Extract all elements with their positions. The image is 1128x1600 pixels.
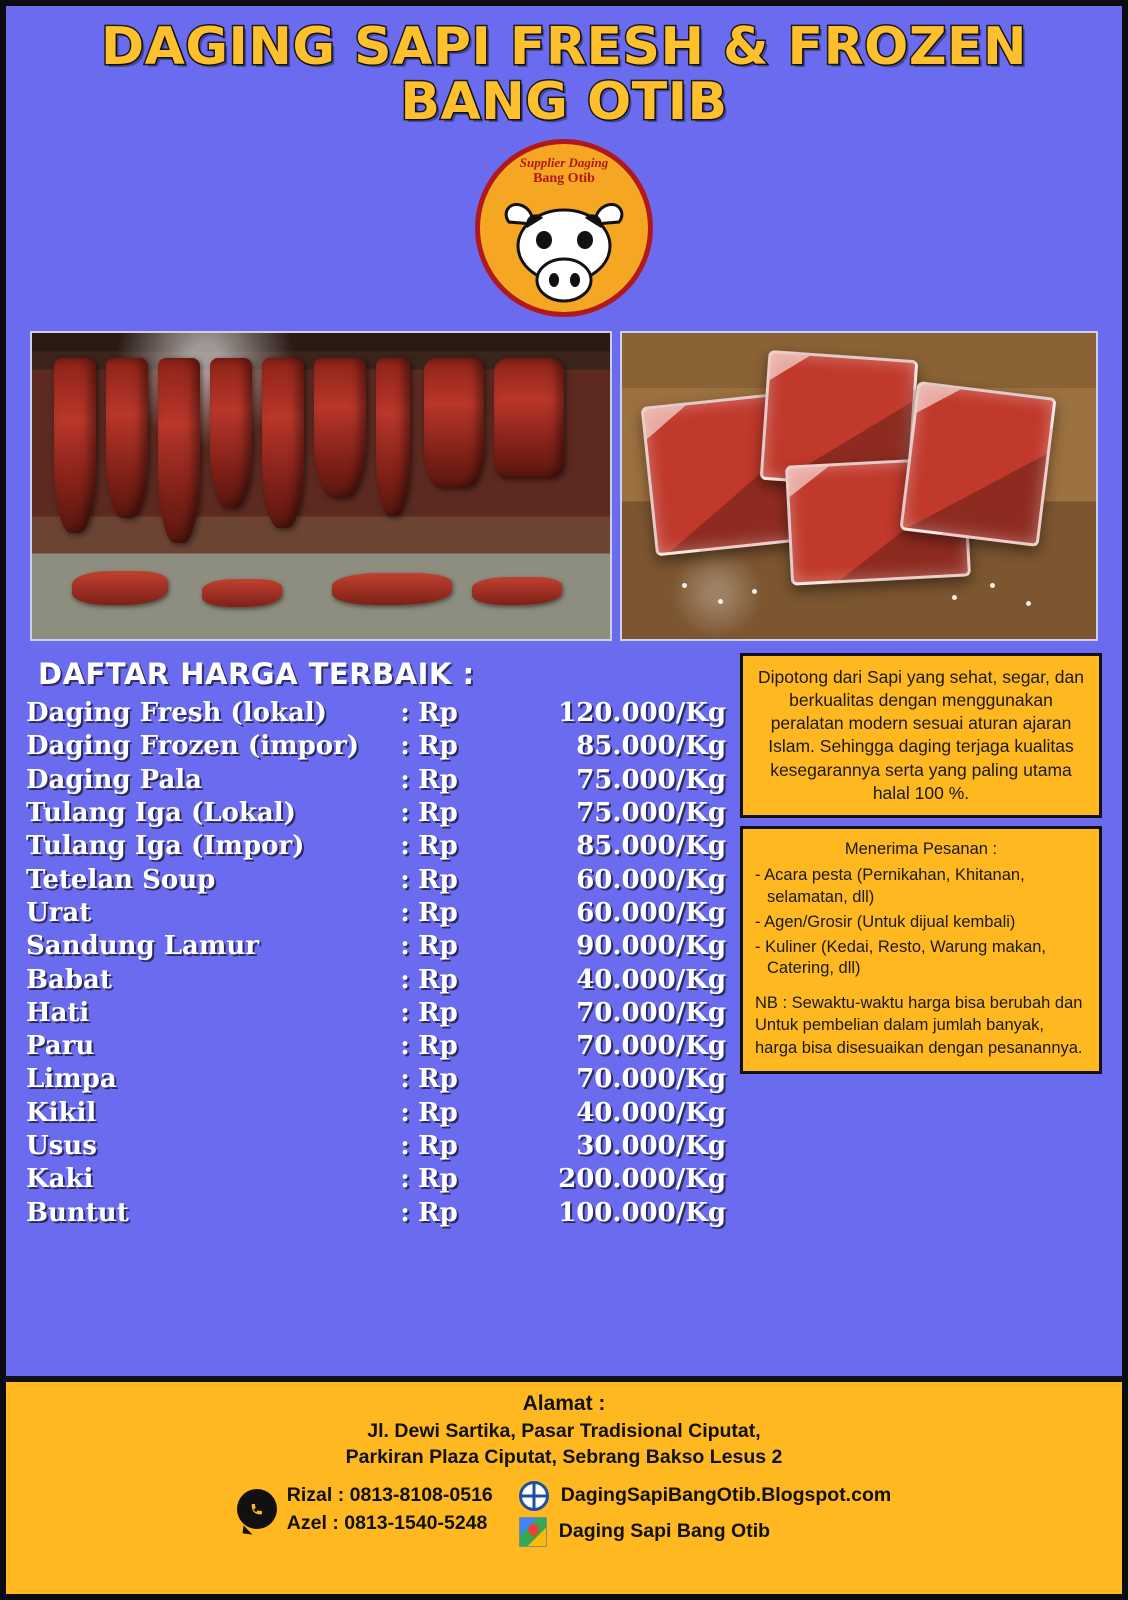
logo-container [6, 139, 1122, 317]
price-currency: Rp [418, 1064, 458, 1095]
price-item-value: 200.000/Kg [558, 1164, 726, 1195]
price-item-name: Paru [26, 1031, 95, 1062]
price-row [26, 797, 726, 830]
price-row [26, 1097, 726, 1130]
price-item-value: 70.000/Kg [576, 1064, 726, 1095]
price-currency: Rp [418, 1197, 458, 1228]
price-item-value: 40.000/Kg [576, 1097, 726, 1128]
price-item-name: Tulang Iga (Lokal) [26, 798, 296, 829]
price-item-value: 100.000/Kg [558, 1197, 726, 1228]
info-column [740, 653, 1102, 1343]
orders-list-item: - Agen/Grosir (Untuk dijual kembali) [755, 912, 1016, 931]
price-colon: : [400, 698, 410, 729]
price-item-value: 85.000/Kg [576, 831, 726, 862]
price-item-value: 85.000/Kg [576, 731, 726, 762]
pricelist-table [26, 697, 726, 1230]
address-line-2: Parkiran Plaza Ciputat, Sebrang Bakso Lesus 2 [345, 1446, 783, 1469]
pricelist-heading: DAFTAR HARGA TERBAIK : [38, 657, 475, 692]
price-item-name: Limpa [26, 1064, 117, 1095]
website-row[interactable] [519, 1481, 891, 1511]
orders-list [755, 865, 1087, 981]
fresh-meat-photo [30, 331, 612, 641]
price-row [26, 997, 726, 1030]
contact-1-label: Rizal [286, 1483, 333, 1506]
links-block [519, 1481, 891, 1547]
price-item-name: Kaki [26, 1164, 94, 1195]
price-item-name: Daging Pala [26, 764, 203, 795]
phone-block[interactable] [237, 1481, 493, 1538]
orders-box [740, 826, 1102, 1074]
price-row [26, 1163, 726, 1196]
price-item-value: 90.000/Kg [576, 931, 726, 962]
price-currency: Rp [418, 764, 458, 795]
price-colon: : [400, 864, 410, 895]
price-colon: : [400, 731, 410, 762]
contact-row [26, 1481, 1102, 1547]
price-colon: : [400, 1197, 410, 1228]
price-item-name: Daging Frozen (impor) [26, 731, 360, 762]
price-item-value: 40.000/Kg [576, 964, 726, 995]
google-maps-icon [519, 1517, 547, 1547]
poster-title-line-2: BANG OTIB [400, 71, 728, 132]
price-row [26, 1130, 726, 1163]
orders-note: NB : Sewaktu-waktu harga bisa berubah dan Untuk pembelian dalam jumlah banyak, harga bisa disesuaikan dengan pesanannya. [755, 994, 1083, 1057]
price-colon: : [400, 831, 410, 862]
price-colon: : [400, 1031, 410, 1062]
price-item-name: Kikil [26, 1097, 97, 1128]
phone-numbers [287, 1481, 493, 1538]
price-colon: : [400, 1064, 410, 1095]
price-currency: Rp [418, 931, 458, 962]
price-item-value: 120.000/Kg [558, 698, 726, 729]
price-currency: Rp [418, 1131, 458, 1162]
price-item-name: Buntut [26, 1197, 129, 1228]
cow-head-icon [499, 194, 629, 306]
address-title: Alamat : [522, 1392, 606, 1415]
contact-line-2 [287, 1509, 493, 1537]
price-colon: : [400, 1164, 410, 1195]
price-row [26, 1197, 726, 1230]
logo-text [480, 156, 648, 187]
maps-row[interactable] [519, 1517, 891, 1547]
price-colon: : [400, 931, 410, 962]
contact-1-sep: : [337, 1483, 345, 1506]
price-row [26, 730, 726, 763]
price-item-name: Usus [26, 1131, 97, 1162]
price-item-name: Tulang Iga (Impor) [26, 831, 305, 862]
price-row [26, 764, 726, 797]
price-currency: Rp [418, 731, 458, 762]
price-currency: Rp [418, 798, 458, 829]
price-currency: Rp [418, 864, 458, 895]
price-item-name: Urat [26, 897, 92, 928]
price-currency: Rp [418, 997, 458, 1028]
price-currency: Rp [418, 1097, 458, 1128]
address-line-1: Jl. Dewi Sartika, Pasar Tradisional Ciputat, [367, 1420, 761, 1442]
contact-2-sep: : [332, 1511, 339, 1534]
price-currency: Rp [418, 1164, 458, 1195]
whatsapp-icon [237, 1489, 277, 1529]
poster-header [6, 6, 1122, 133]
price-colon: : [400, 964, 410, 995]
price-row [26, 697, 726, 730]
pricelist-column [26, 653, 726, 1343]
price-item-value: 60.000/Kg [576, 897, 726, 928]
poster-footer [6, 1376, 1122, 1594]
price-item-value: 60.000/Kg [576, 864, 726, 895]
price-item-name: Sandung Lamur [26, 931, 259, 962]
price-row [26, 1063, 726, 1096]
price-row [26, 964, 726, 997]
price-item-name: Tetelan Soup [26, 864, 216, 895]
price-currency: Rp [418, 698, 458, 729]
price-item-name: Hati [26, 997, 90, 1028]
price-colon: : [400, 798, 410, 829]
contact-2-phone[interactable]: 0813-1540-5248 [344, 1511, 488, 1534]
price-currency: Rp [418, 1031, 458, 1062]
globe-icon [519, 1481, 549, 1511]
price-colon: : [400, 897, 410, 928]
price-colon: : [400, 1131, 410, 1162]
orders-list-item: - Kuliner (Kedai, Resto, Warung makan, Catering, dll) [755, 937, 1047, 978]
price-item-name: Babat [26, 964, 112, 995]
price-currency: Rp [418, 831, 458, 862]
price-currency: Rp [418, 897, 458, 928]
price-row [26, 830, 726, 863]
quality-box: Dipotong dari Sapi yang sehat, segar, dan berkualitas dengan menggunakan peralatan modern sesuai aturan ajaran Islam. Sehingga daging terjaga kualitas kesegarannya serta yang paling utama halal 100 %. [740, 653, 1102, 818]
price-row [26, 897, 726, 930]
price-colon: : [400, 997, 410, 1028]
contact-2-label: Azel [286, 1511, 327, 1534]
price-item-value: 30.000/Kg [576, 1131, 726, 1162]
brand-logo [475, 139, 653, 317]
price-colon: : [400, 764, 410, 795]
poster-title-line-1: DAGING SAPI FRESH & FROZEN [100, 17, 1028, 77]
price-row [26, 1030, 726, 1063]
frozen-meat-photo [620, 331, 1098, 641]
price-row [26, 864, 726, 897]
website-url[interactable]: DagingSapiBangOtib.Blogspot.com [560, 1484, 892, 1507]
photo-strip [30, 331, 1098, 641]
logo-text-bottom: Bang Otib [533, 171, 595, 187]
logo-text-top: Supplier Daging [519, 155, 609, 171]
orders-list-item: - Acara pesta (Pernikahan, Khitanan, selamatan, dll) [755, 865, 1025, 906]
price-item-name: Daging Fresh (lokal) [26, 698, 327, 729]
price-colon: : [400, 1097, 410, 1128]
poster-body [26, 653, 1102, 1343]
contact-1-phone[interactable]: 0813-8108-0516 [349, 1483, 493, 1506]
price-currency: Rp [418, 964, 458, 995]
price-row [26, 930, 726, 963]
orders-box-title: Menerima Pesanan : [844, 839, 998, 858]
price-item-value: 75.000/Kg [576, 764, 726, 795]
price-item-value: 75.000/Kg [576, 798, 726, 829]
maps-name[interactable]: Daging Sapi Bang Otib [558, 1520, 771, 1543]
contact-line-1 [287, 1481, 493, 1509]
price-item-value: 70.000/Kg [576, 1031, 726, 1062]
price-item-value: 70.000/Kg [576, 997, 726, 1028]
